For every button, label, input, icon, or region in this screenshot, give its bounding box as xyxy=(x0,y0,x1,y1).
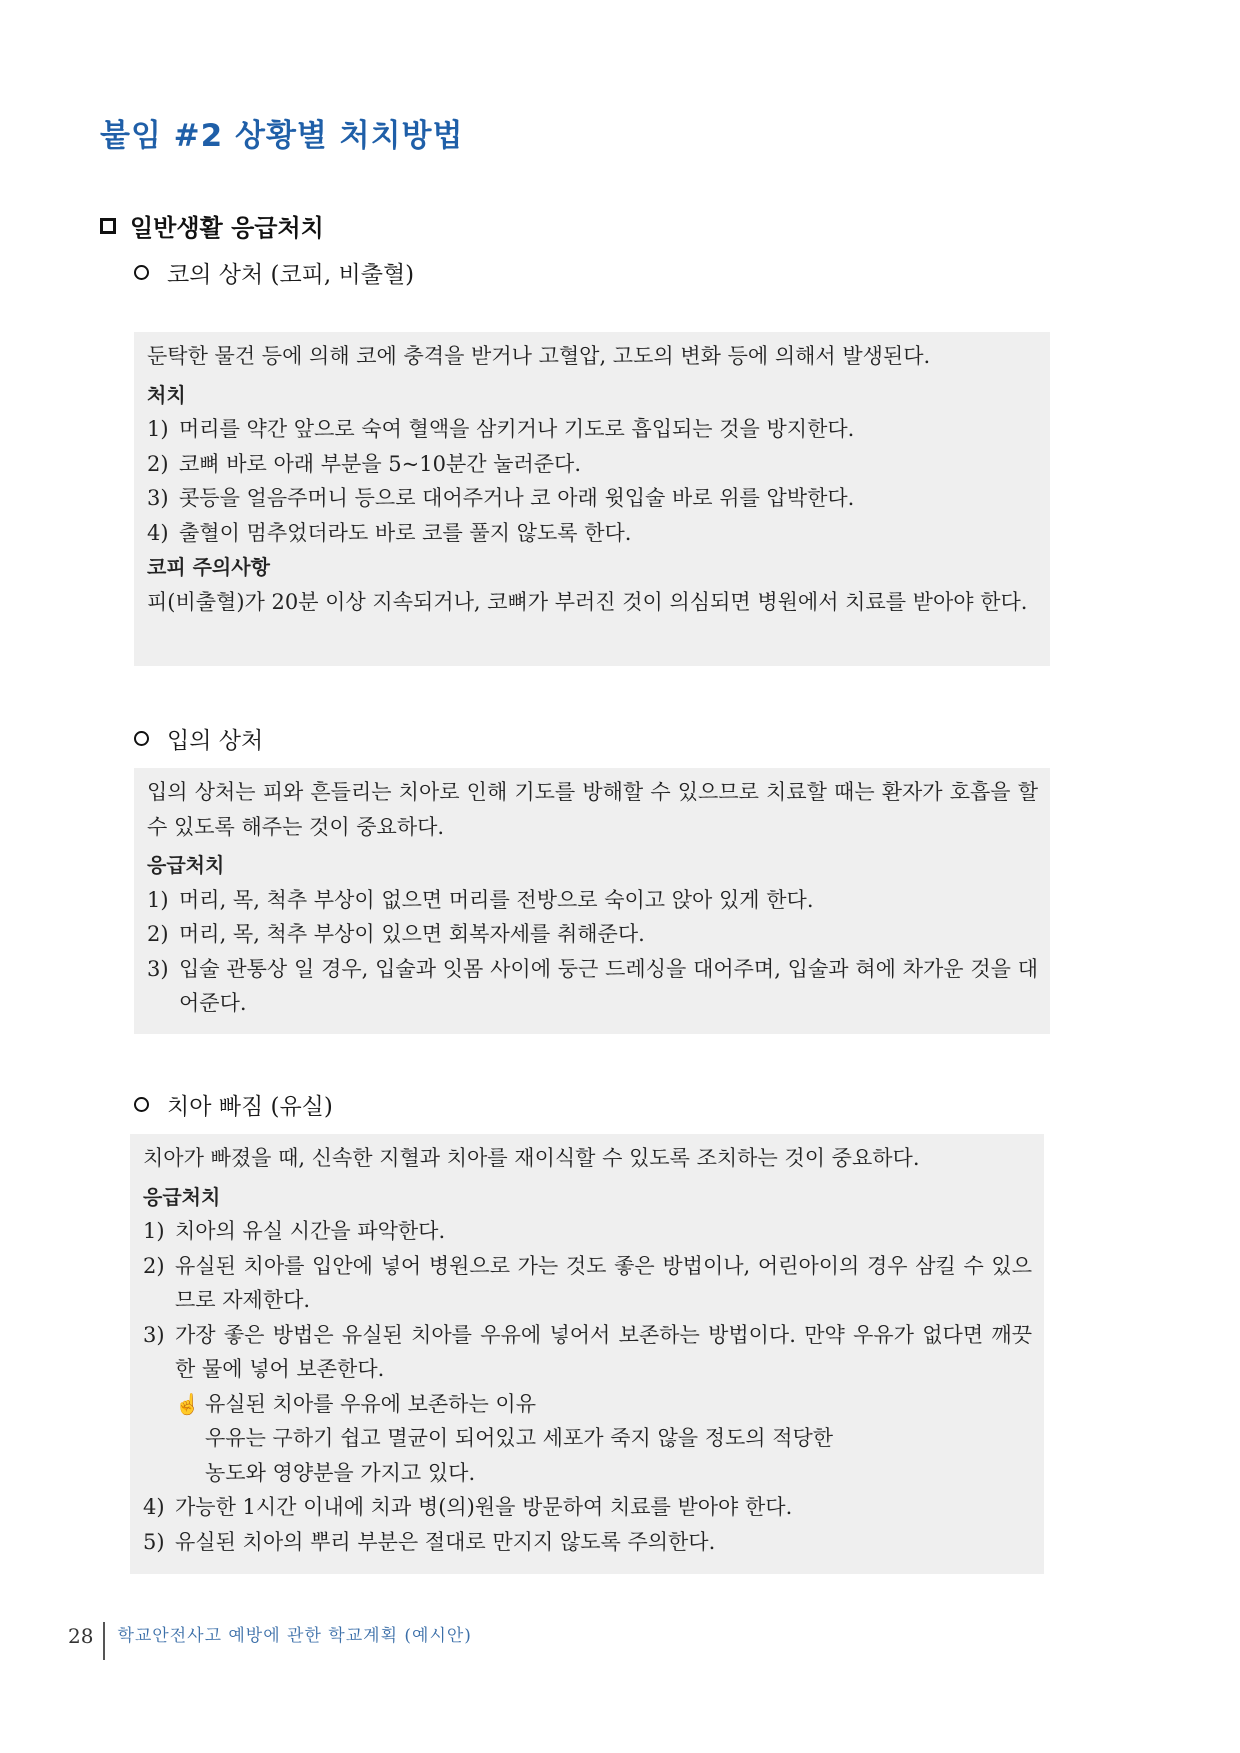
item-number: 3) xyxy=(143,1322,165,1347)
list-item xyxy=(143,1490,1032,1525)
item-text: 가장 좋은 방법은 유실된 치아를 우유에 넣어서 보존하는 방법이다. 만약 우유가 없다면 깨끗한 물에 넣어 보존한다. xyxy=(175,1322,1032,1381)
circle-bullet-icon xyxy=(134,1097,149,1112)
note-title: 유실된 치아를 우유에 보존하는 이유 xyxy=(205,1391,536,1416)
list-item xyxy=(147,481,1038,516)
intro-text: 둔탁한 물건 등에 의해 코에 충격을 받거나 고혈압, 고도의 변화 등에 의해서 발생된다. xyxy=(147,344,931,368)
item-number: 1) xyxy=(143,1219,165,1243)
item-text: 콧등을 얼음주머니 등으로 대어주거나 코 아래 윗입술 바로 위를 압박한다. xyxy=(179,486,855,510)
note-heading xyxy=(175,1387,1032,1422)
item-text: 머리, 목, 척추 부상이 없으면 머리를 전방으로 숙이고 앉아 있게 한다. xyxy=(179,887,814,912)
page-title: 붙임 #2 상황별 처치방법 xyxy=(100,118,464,154)
page-footer xyxy=(68,1622,472,1660)
item-number: 2) xyxy=(143,1253,165,1278)
item-text: 유실된 치아의 뿌리 부분은 절대로 만지지 않도록 주의한다. xyxy=(175,1529,716,1554)
footer-divider xyxy=(103,1622,105,1660)
caution-text: 피(비출혈)가 20분 이상 지속되거나, 코뼈가 부러진 것이 의심되면 병원에서 치료를 받아야 한다. xyxy=(147,589,1028,614)
content-box-mouth xyxy=(134,768,1050,1034)
treatment-label: 응급처치 xyxy=(147,853,225,877)
content-box-tooth xyxy=(130,1134,1044,1574)
checkbox-icon xyxy=(100,218,116,234)
item-text: 치아의 유실 시간을 파악한다. xyxy=(175,1219,446,1243)
list-item xyxy=(147,952,1038,1021)
footer-title: 학교안전사고 예방에 관한 학교계획 (예시안) xyxy=(117,1626,472,1646)
list-item xyxy=(147,883,1038,918)
subsection-heading-nose xyxy=(134,256,414,289)
list-item xyxy=(143,1214,1032,1249)
list-item xyxy=(147,516,1038,551)
item-text: 유실된 치아를 입안에 넣어 병원으로 가는 것도 좋은 방법이나, 어린아이의 경우 삼킬 수 있으므로 자제한다. xyxy=(175,1253,1032,1312)
section-heading-text: 일반생활 응급처치 xyxy=(130,214,324,242)
item-number: 5) xyxy=(143,1529,165,1554)
item-number: 2) xyxy=(147,922,169,946)
treatment-label: 처치 xyxy=(147,382,186,407)
item-text: 가능한 1시간 이내에 치과 병(의)원을 방문하여 치료를 받아야 한다. xyxy=(175,1495,793,1519)
content-box-nose xyxy=(134,332,1050,666)
item-number: 1) xyxy=(147,887,169,912)
note-line: 우유는 구하기 쉽고 멸균이 되어있고 세포가 죽지 않을 정도의 적당한 xyxy=(205,1426,834,1450)
item-text: 출혈이 멈추었더라도 바로 코를 풀지 않도록 한다. xyxy=(179,520,632,545)
intro-text: 입의 상처는 피와 흔들리는 치아로 인해 기도를 방해할 수 있으므로 치료할 때는 환자가 호흡을 할 수 있도록 해주는 것이 중요하다. xyxy=(147,780,1038,839)
item-number: 4) xyxy=(143,1495,165,1519)
circle-bullet-icon xyxy=(134,731,149,746)
item-text: 코뼈 바로 아래 부분을 5~10분간 눌러준다. xyxy=(179,451,582,476)
item-text: 머리를 약간 앞으로 숙여 혈액을 삼키거나 기도로 흡입되는 것을 방지한다. xyxy=(179,417,855,441)
list-item xyxy=(147,917,1038,952)
item-text: 머리, 목, 척추 부상이 있으면 회복자세를 취해준다. xyxy=(179,922,645,946)
item-number: 4) xyxy=(147,520,169,545)
hand-icon: ☝ xyxy=(175,1391,200,1416)
treatment-label: 응급처치 xyxy=(143,1184,221,1209)
section-heading xyxy=(100,208,324,243)
list-item xyxy=(143,1249,1032,1318)
page-number: 28 xyxy=(68,1624,94,1648)
list-item xyxy=(143,1525,1032,1560)
note-block xyxy=(143,1387,1032,1491)
item-number: 1) xyxy=(147,417,169,441)
subsection-heading-tooth xyxy=(134,1088,333,1121)
item-number: 2) xyxy=(147,451,169,476)
note-line: 농도와 영양분을 가지고 있다. xyxy=(205,1460,476,1485)
subsection-heading-text: 코의 상처 (코피, 비출혈) xyxy=(167,262,415,288)
item-number: 3) xyxy=(147,956,169,981)
list-item xyxy=(147,447,1038,482)
item-number: 3) xyxy=(147,486,169,510)
subsection-heading-text: 치아 빠짐 (유실) xyxy=(167,1094,333,1120)
list-item xyxy=(143,1318,1032,1387)
circle-bullet-icon xyxy=(134,265,149,280)
caution-label: 코피 주의사항 xyxy=(147,555,270,579)
subsection-heading-text: 입의 상처 xyxy=(167,728,264,754)
intro-text: 치아가 빠졌을 때, 신속한 지혈과 치아를 재이식할 수 있도록 조치하는 것이 중요하다. xyxy=(143,1146,920,1170)
item-text: 입술 관통상 일 경우, 입술과 잇몸 사이에 둥근 드레싱을 대어주며, 입술과 혀에 차가운 것을 대어준다. xyxy=(179,956,1038,1015)
list-item xyxy=(147,412,1038,447)
subsection-heading-mouth xyxy=(134,722,263,755)
